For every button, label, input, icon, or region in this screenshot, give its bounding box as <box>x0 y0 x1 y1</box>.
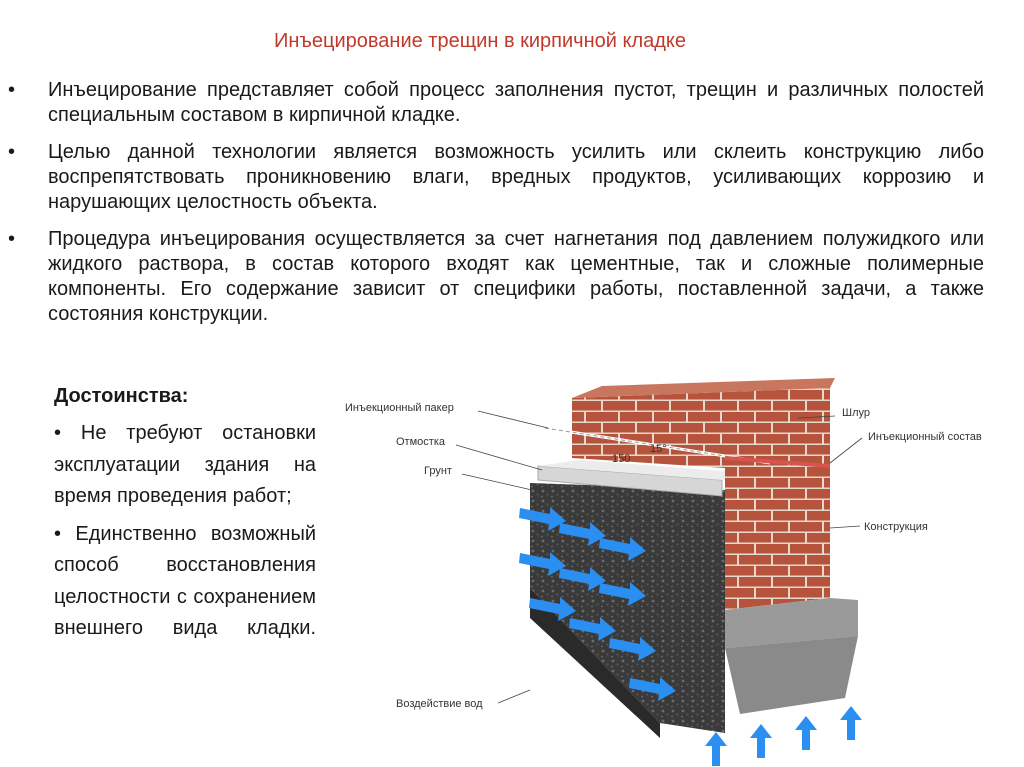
bullet-item <box>6 227 984 327</box>
bullet-item <box>6 140 984 215</box>
bullet-dot: • <box>8 141 16 163</box>
packer-label: Инъекционный пакер <box>345 402 454 414</box>
foundation-block <box>725 636 858 714</box>
bullet-text: Инъецирование представляет собой процесс заполнения пустот, трещин и различных полостей специальным составом в кирпичной кладке. <box>48 79 984 126</box>
advantages-section <box>54 382 316 651</box>
advantages-heading: Достоинства: <box>54 385 189 407</box>
advantage-item: • Не требуют остановки эксплуатации здания на время проведения работ; <box>54 422 316 507</box>
page-title: Инъецирование трещин в кирпичной кладке <box>273 30 687 52</box>
intro-bullet-list <box>6 78 984 339</box>
grunt-label: Грунт <box>424 465 452 477</box>
bullet-dot: • <box>8 79 16 101</box>
shlur-label: Шлур <box>842 407 870 419</box>
bullet-text: Процедура инъецирования осуществляется за счет нагнетания под давлением полужидкого или жидкого раствора, в состав которого входят как цементные, так и сложные полимерные компоненты. Его содержание зависит от специфики работы, поставленной задачи, а также состояния конструкции. <box>48 228 984 325</box>
otmostka-label: Отмостка <box>396 436 445 448</box>
water-label: Воздействие вод <box>396 698 483 710</box>
bullet-item <box>6 78 984 128</box>
bullet-dot: • <box>8 228 16 250</box>
angle-15-label: 15° <box>650 443 667 455</box>
bullet-text: Целью данной технологии является возможность усилить или склеить конструкцию либо воспрепятствовать проникновению влаги, вредных продуктов, усиливающих коррозию и нарушающих целостность объекта. <box>48 141 984 213</box>
advantage-item: • Единственно возможный способ восстановления целостности с сохранением внешнего вида кладки. <box>54 522 316 639</box>
dim-150-label: 150 <box>612 453 631 465</box>
injection-compound-label: Инъекционный состав <box>868 431 982 443</box>
construction-label: Конструкция <box>864 521 928 533</box>
injection-diagram <box>330 378 1010 767</box>
